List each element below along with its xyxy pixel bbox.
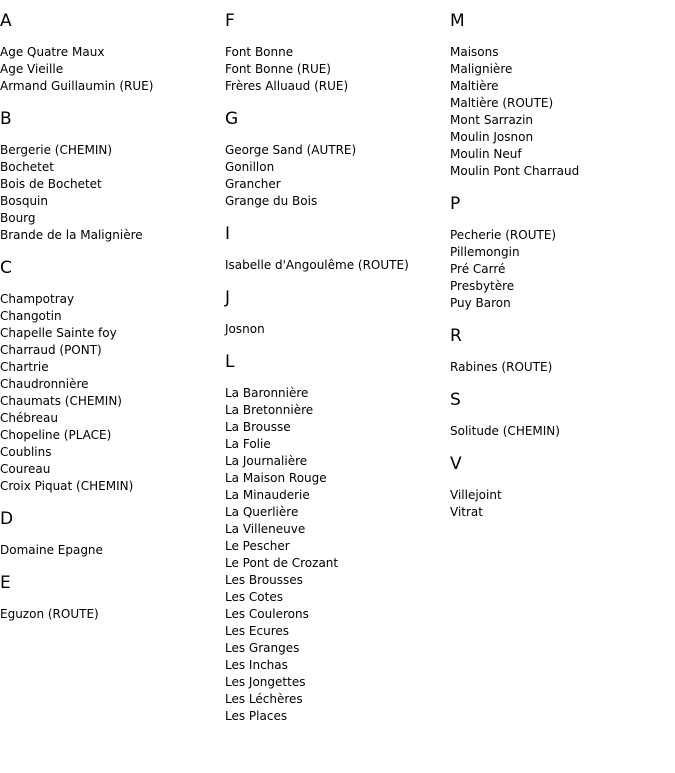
street-link[interactable]: Rabines (ROUTE) (450, 360, 553, 374)
letter-heading: C (0, 258, 12, 278)
street-link[interactable]: La Journalière (225, 454, 308, 468)
street-link[interactable]: Les Léchères (225, 692, 303, 706)
letter-heading: R (450, 326, 462, 346)
letter-group-i (225, 222, 450, 274)
street-link[interactable]: Chapelle Sainte foy (0, 326, 117, 340)
street-link[interactable]: Brande de la Malignière (0, 228, 143, 242)
street-link[interactable]: Moulin Neuf (450, 147, 522, 161)
street-link[interactable]: George Sand (AUTRE) (225, 143, 357, 157)
street-link[interactable]: Bergerie (CHEMIN) (0, 143, 113, 157)
letter-group-f (225, 9, 450, 95)
street-link[interactable]: Frères Alluaud (RUE) (225, 79, 349, 93)
letter-heading: S (450, 390, 461, 410)
street-link[interactable]: La Baronnière (225, 386, 309, 400)
letter-group-j (225, 286, 450, 338)
street-link[interactable]: Chopeline (PLACE) (0, 428, 112, 442)
street-link[interactable]: Le Pescher (225, 539, 290, 553)
street-link[interactable]: Presbytère (450, 279, 515, 293)
street-link[interactable]: Isabelle d'Angoulême (ROUTE) (225, 258, 409, 272)
letter-heading: P (450, 194, 461, 214)
street-link[interactable]: Armand Guillaumin (RUE) (0, 79, 154, 93)
street-link[interactable]: Maisons (450, 45, 499, 59)
street-link[interactable]: Croix Piquat (CHEMIN) (0, 479, 134, 493)
street-link[interactable]: Coureau (0, 462, 51, 476)
street-link[interactable]: Chartrie (0, 360, 49, 374)
street-link[interactable]: Les Jongettes (225, 675, 306, 689)
street-link[interactable]: Les Brousses (225, 573, 303, 587)
street-link[interactable]: Mont Sarrazin (450, 113, 534, 127)
letter-group-e (0, 571, 225, 623)
street-link[interactable]: Puy Baron (450, 296, 511, 310)
street-link[interactable]: Champotray (0, 292, 75, 306)
street-link[interactable]: Chaumats (CHEMIN) (0, 394, 122, 408)
street-link[interactable]: Grange du Bois (225, 194, 318, 208)
street-link[interactable]: Maltière (ROUTE) (450, 96, 554, 110)
street-link[interactable]: Font Bonne (RUE) (225, 62, 331, 76)
letter-group-m (450, 9, 675, 180)
street-link[interactable]: La Bretonnière (225, 403, 314, 417)
street-link[interactable]: Bosquin (0, 194, 48, 208)
street-link[interactable]: Bois de Bochetet (0, 177, 102, 191)
letter-heading: F (225, 11, 235, 31)
street-link[interactable]: Malignière (450, 62, 513, 76)
street-link[interactable]: Changotin (0, 309, 62, 323)
street-link[interactable]: Font Bonne (225, 45, 294, 59)
street-link[interactable]: Chébreau (0, 411, 58, 425)
street-link[interactable]: Solitude (CHEMIN) (450, 424, 560, 438)
letter-heading: B (0, 109, 12, 129)
street-link[interactable]: Chaudronnière (0, 377, 89, 391)
street-link[interactable]: Les Coulerons (225, 607, 309, 621)
street-link[interactable]: Eguzon (ROUTE) (0, 607, 99, 621)
street-link[interactable]: Le Pont de Crozant (225, 556, 339, 570)
street-link[interactable]: Bourg (0, 211, 36, 225)
letter-group-d (0, 507, 225, 559)
street-link[interactable]: Les Places (225, 709, 288, 723)
letter-heading: J (225, 288, 231, 308)
street-index-column-3 (450, 9, 675, 533)
letter-heading: L (225, 352, 235, 372)
letter-heading: D (0, 509, 14, 529)
street-link[interactable]: La Brousse (225, 420, 291, 434)
letter-group-a (0, 9, 225, 95)
letter-heading: I (225, 224, 231, 244)
street-link[interactable]: Age Vieille (0, 62, 64, 76)
letter-heading: A (0, 11, 12, 31)
street-link[interactable]: Josnon (225, 322, 265, 336)
letter-group-g (225, 107, 450, 210)
street-link[interactable]: Domaine Epagne (0, 543, 103, 557)
street-link[interactable]: Les Cotes (225, 590, 283, 604)
letter-group-r (450, 324, 675, 376)
letter-heading: E (0, 573, 11, 593)
street-link[interactable]: Bochetet (0, 160, 54, 174)
letter-heading: G (225, 109, 239, 129)
street-link[interactable]: Les Inchas (225, 658, 288, 672)
street-link[interactable]: Les Granges (225, 641, 300, 655)
letter-heading: M (450, 11, 465, 31)
letter-group-b (0, 107, 225, 244)
street-link[interactable]: La Folie (225, 437, 271, 451)
letter-group-p (450, 192, 675, 312)
street-link[interactable]: Moulin Josnon (450, 130, 534, 144)
street-link[interactable]: Gonillon (225, 160, 275, 174)
street-link[interactable]: Les Ecures (225, 624, 290, 638)
street-index-column-2 (225, 9, 450, 737)
street-link[interactable]: Vitrat (450, 505, 483, 519)
street-index-column-1 (0, 9, 225, 635)
street-link[interactable]: La Minauderie (225, 488, 310, 502)
letter-heading: V (450, 454, 462, 474)
street-link[interactable]: Pecherie (ROUTE) (450, 228, 557, 242)
street-link[interactable]: Age Quatre Maux (0, 45, 105, 59)
letter-group-v (450, 452, 675, 521)
street-link[interactable]: Maltière (450, 79, 499, 93)
street-link[interactable]: Charraud (PONT) (0, 343, 102, 357)
street-link[interactable]: Pré Carré (450, 262, 506, 276)
street-link[interactable]: La Querlière (225, 505, 299, 519)
street-link[interactable]: Villejoint (450, 488, 502, 502)
street-link[interactable]: Grancher (225, 177, 281, 191)
street-link[interactable]: Moulin Pont Charraud (450, 164, 580, 178)
letter-group-c (0, 256, 225, 495)
street-link[interactable]: Coublins (0, 445, 52, 459)
street-link[interactable]: La Maison Rouge (225, 471, 327, 485)
street-link[interactable]: La Villeneuve (225, 522, 306, 536)
street-link[interactable]: Pillemongin (450, 245, 520, 259)
letter-group-s (450, 388, 675, 440)
letter-group-l (225, 350, 450, 725)
